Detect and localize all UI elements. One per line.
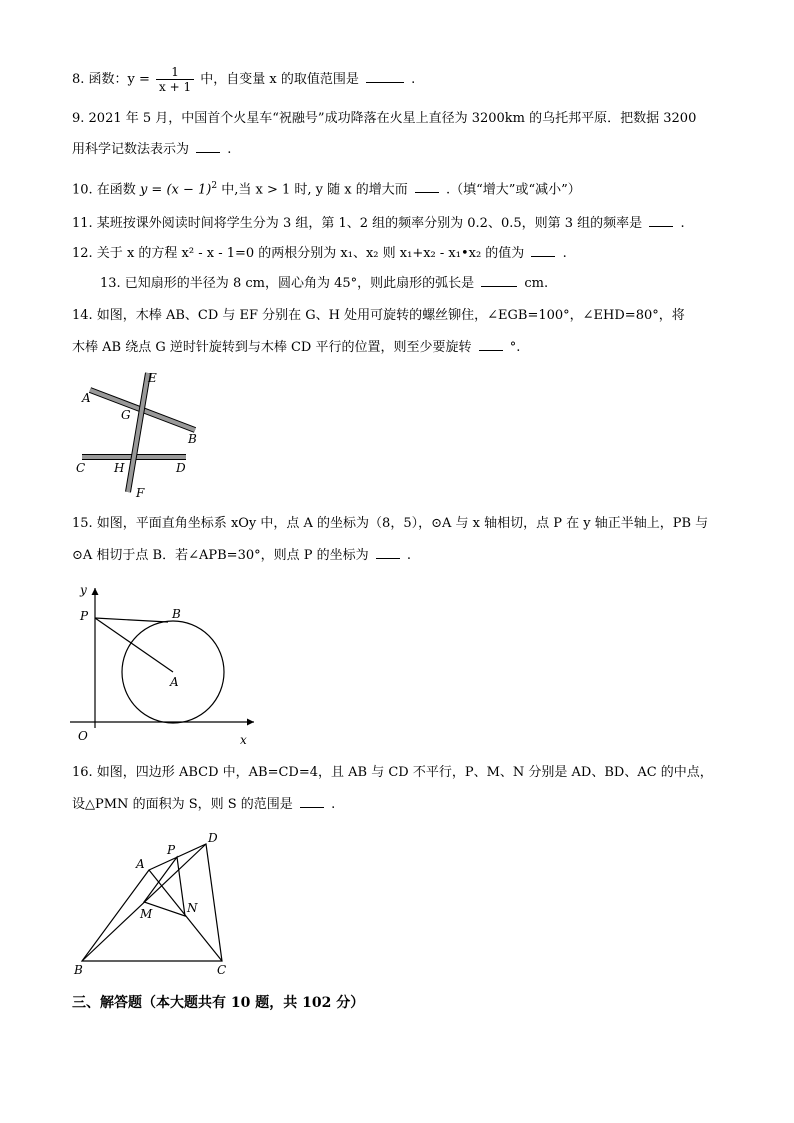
q16-end: . [331,797,336,812]
question-16-line-2 [72,795,335,814]
q8-fraction [156,65,194,94]
fig16-label-b: B [74,963,83,977]
fig16-label-a: A [136,857,145,871]
figure-16 [70,828,240,978]
question-12 [72,244,567,263]
q16-answer-blank [300,795,324,808]
q10-suffix: .（填“增大”或“减小”） [446,182,581,198]
fig14-label-a: A [82,391,91,405]
q13-end: cm. [524,276,549,291]
q10-formula-exponent: 2 [211,181,218,191]
fig16-label-m: M [140,907,153,921]
fig16-label-p: P [167,843,176,857]
q9-end: . [227,142,232,157]
q8-end: . [411,72,416,87]
fig14-label-f: F [136,486,145,500]
fig14-label-b: B [188,432,197,446]
q8-prefix: 8. 函数：y = [72,72,150,87]
question-13 [100,274,548,293]
fig15-label-x: x [240,733,247,747]
section-3-heading: 三、解答题（本大题共有 10 题，共 102 分） [72,995,365,1011]
q14-answer-blank [479,338,503,351]
q10-prefix: 10. 在函数 [72,182,136,198]
q14-end: °. [509,340,521,355]
q11-answer-blank [649,214,673,227]
question-8 [72,65,415,94]
q13-answer-blank [481,274,517,287]
question-14-line-1: 14. 如图，木棒 AB、CD 与 EF 分别在 G、H 处用可旋转的螺丝铆住，∠EGB=100°，∠EHD=80°，将 [72,308,685,323]
q9-answer-blank [196,140,220,153]
q10-formula: y = (x − 1) [139,182,212,198]
segment-pb [95,618,168,622]
segment-pa [95,618,173,672]
fig14-label-e: E [148,371,157,385]
fig14-label-d: D [176,461,186,475]
q13-text: 13. 已知扇形的半径为 8 cm，圆心角为 45°，则此扇形的弧长是 [100,276,475,291]
q12-text: 12. 关于 x 的方程 x² - x - 1=0 的两根分别为 x₁、x₂ 则 x₁+x₂ - x₁•x₂ 的值为 [72,246,525,261]
q16-line2-text: 设△PMN 的面积为 S，则 S 的范围是 [72,797,293,812]
fig15-label-p: P [80,609,89,623]
q9-line2-text: 用科学记数法表示为 [72,142,190,157]
fig16-label-d: D [208,831,218,845]
question-16-line-1: 16. 如图，四边形 ABCD 中，AB=CD=4，且 AB 与 CD 不平行，P、M、N 分别是 AD、BD、AC 的中点， [72,765,713,780]
fig15-label-y: y [80,583,87,597]
fig15-label-a: A [170,675,179,689]
stick-ef-fill [128,373,148,492]
q15-line2-text: ⊙A 相切于点 B．若∠APB=30°，则点 P 的坐标为 [72,548,369,563]
fig15-label-o: O [78,729,88,743]
q10-answer-blank [415,180,439,193]
q8-fraction-numerator: 1 [156,65,194,80]
figure-14 [70,368,210,503]
question-15-line-2 [72,546,411,565]
fig14-label-h: H [114,461,125,475]
q11-text: 11. 某班按课外阅读时间将学生分为 3 组，第 1、2 组的频率分别为 0.2、0.5，则第 3 组的频率是 [72,216,643,231]
fig16-label-n: N [187,901,198,915]
fig14-label-g: G [121,408,131,422]
q8-fraction-denominator: x + 1 [159,80,192,94]
q8-suffix: 中，自变量 x 的取值范围是 [200,72,359,87]
question-11 [72,214,685,233]
q11-end: . [680,216,685,231]
fig14-label-c: C [76,461,86,475]
figure-15 [66,578,266,750]
q15-end: . [406,548,412,563]
question-14-line-2 [72,338,520,357]
question-10 [72,177,581,199]
fig16-label-c: C [217,963,227,977]
question-15-line-1: 15. 如图，平面直角坐标系 xOy 中，点 A 的坐标为（8，5），⊙A 与 x 轴相切，点 P 在 y 轴正半轴上，PB 与 [72,516,709,531]
q10-middle: 中,当 x > 1 时, y 随 x 的增大而 [221,182,408,198]
q8-answer-blank [366,70,404,83]
quadrilateral-abcd [82,844,222,961]
q12-answer-blank [531,244,555,257]
question-9-line-2 [72,140,231,159]
q14-line2-text: 木棒 AB 绕点 G 逆时针旋转到与木棒 CD 平行的位置，则至少要旋转 [72,340,472,355]
q15-answer-blank [376,546,400,559]
q12-end: . [562,246,567,261]
question-9-line-1: 9. 2021 年 5 月，中国首个火星车“祝融号”成功降落在火星上直径为 3200km 的乌托邦平原．把数据 3200 [72,111,697,126]
fig15-label-b: B [172,607,181,621]
